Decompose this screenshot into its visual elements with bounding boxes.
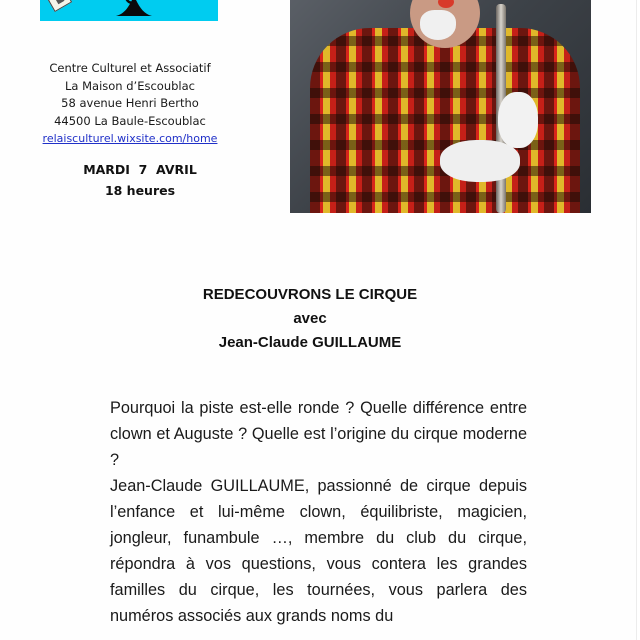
event-time: 18 heures (104, 183, 176, 198)
logo-banner (40, 0, 218, 21)
description-paragraph-1: Pourquoi la piste est-elle ronde ? Quelle différence entre clown et Auguste ? Quelle est l’origine du cirque moderne ? (110, 399, 527, 469)
clown-beard (420, 10, 456, 40)
event-date: MARDI 7 AVRIL (83, 162, 197, 177)
white-glove-lower (440, 140, 520, 182)
headline-speaker: Jean-Claude GUILLAUME (218, 334, 402, 351)
venue-subname-line: La Maison d’Escoublac (65, 78, 195, 93)
plaid-jacket (310, 28, 580, 213)
headline-connector: avec (293, 310, 327, 327)
white-glove-upper (498, 92, 538, 148)
description-paragraph-2: Jean-Claude GUILLAUME, passionné de cirque depuis l’enfance et lui-même clown, équilibriste, magicien, jongleur, funambule …, membre du club du cirque, répondra à vos questions, vous contera les grandes familles du cirque, les tournées, vous parlera des numéros associés aux grands noms du (110, 477, 527, 625)
clown-saxophone-photo (290, 0, 591, 213)
logo-card-icon (48, 0, 72, 12)
event-headline (130, 283, 490, 355)
city-line: 44500 La Baule-Escoublac (54, 113, 206, 128)
event-description (110, 395, 527, 629)
website-link[interactable]: relaisculturel.wixsite.com/home (42, 132, 218, 145)
venue-name-line: Centre Culturel et Associatif (49, 61, 211, 75)
venue-address (30, 60, 230, 148)
logo-swirl-icon (112, 0, 156, 16)
street-line: 58 avenue Henri Bertho (61, 96, 199, 110)
headline-title: REDECOUVRONS LE CIRQUE (202, 286, 418, 303)
event-datetime (55, 159, 225, 201)
